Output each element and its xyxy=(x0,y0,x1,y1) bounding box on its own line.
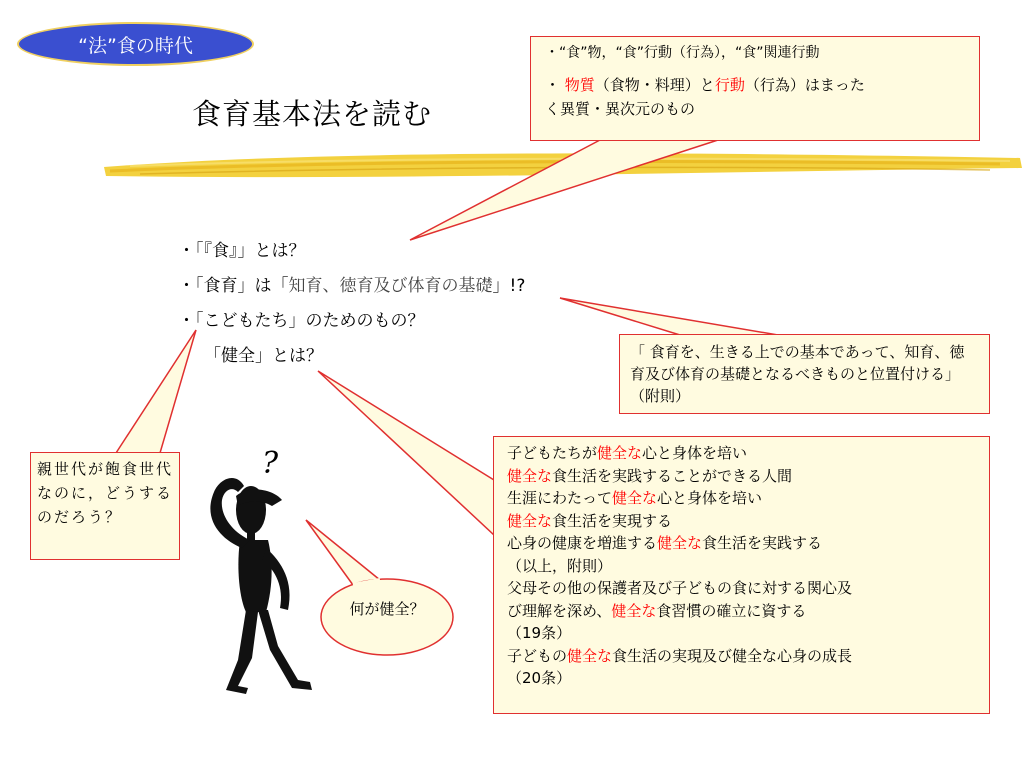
quote-line-3 xyxy=(507,487,976,510)
callout-food-definition xyxy=(530,36,980,141)
quote-1-b: 心と身体を培い xyxy=(642,444,748,462)
callout-big-pointer xyxy=(318,371,494,535)
quote-8-b: 食習慣の確立に資する xyxy=(656,601,807,620)
question-children: ・「こどもたち」のためのもの？ xyxy=(178,311,425,331)
callout-top-line2 xyxy=(545,73,965,97)
callout-healthy-quotes xyxy=(493,436,990,714)
callout-top-mid: （食物・料理）と xyxy=(594,76,715,94)
callout-top-line1: ・“食”物，“食”行動（行為），“食”関連行動 xyxy=(545,45,820,61)
quote-5-a: 心身の健康を増進する xyxy=(507,534,658,552)
quote-line-5 xyxy=(507,532,976,555)
callout-parent-generation: 親世代が飽食世代なのに，どうするのだろう？ xyxy=(30,452,180,560)
quote-4-healthy: 健全な xyxy=(507,511,553,530)
question-shokuiku xyxy=(178,269,525,304)
quote-3-a: 生涯にわたって xyxy=(507,489,613,507)
question-shokuiku-prefix: ・「食育」は「 xyxy=(178,276,289,296)
quote-3-b: 心と身体を培い xyxy=(657,489,763,507)
callout-right-pointer xyxy=(560,298,778,335)
question-food: ・「『食』」とは？ xyxy=(178,241,306,261)
quote-1-a: 子どもたちが xyxy=(507,444,598,462)
quote-line-7: 父母その他の保護者及び子どもの食に対する関心及 xyxy=(507,579,853,597)
callout-top-rest: （行為）はまった xyxy=(744,76,865,94)
quote-2-healthy: 健全な xyxy=(507,466,553,485)
quote-4-b: 食生活を実現する xyxy=(552,511,673,530)
callout-supplementary-provision: 「 食育を、生きる上での基本であって、知育、徳育及び体育の基礎となるべきものと位置付ける」（附則） xyxy=(619,334,990,414)
quote-line-9: （19条） xyxy=(507,624,572,642)
quote-2-b: 食生活を実践することができる人間 xyxy=(552,466,793,485)
question-shokuiku-suffix: 」!? xyxy=(492,276,526,296)
quote-5-healthy: 健全な xyxy=(657,534,703,552)
quote-line-8 xyxy=(507,600,976,623)
quote-10-b: 食生活の実現及び健全な心身の成長 xyxy=(612,646,853,665)
question-shokuiku-basis: 知育、徳育及び体育の基礎 xyxy=(288,276,493,296)
callout-top-line3: く異質・異次元のもの xyxy=(545,100,696,118)
speech-bubble xyxy=(306,520,453,655)
quote-line-10 xyxy=(507,645,976,668)
question-healthy: 「健全」とは？ xyxy=(204,346,323,366)
page-title: 食育基本法を読む xyxy=(192,97,433,131)
quote-line-1 xyxy=(507,442,976,465)
quote-line-4 xyxy=(507,510,976,533)
quote-5-b: 食生活を実践する xyxy=(702,534,823,552)
quote-10-a: 子どもの xyxy=(507,646,568,665)
quote-line-11: （20条） xyxy=(507,669,572,687)
quote-3-healthy: 健全な xyxy=(612,489,658,507)
quote-line-6: （以上，附則） xyxy=(507,556,613,575)
quote-line-2 xyxy=(507,465,976,488)
callout-top-highlight-action: 行動 xyxy=(714,76,745,94)
quote-1-healthy: 健全な xyxy=(597,444,643,462)
speech-bubble-text: 何が健全？ xyxy=(349,600,425,618)
quote-8-healthy: 健全な xyxy=(611,601,657,620)
section-badge: “法”食の時代 xyxy=(17,22,254,66)
quote-8-a: び理解を深め、 xyxy=(507,601,612,620)
thinking-figure-icon xyxy=(210,478,312,694)
question-list xyxy=(178,234,525,374)
question-mark-icon: ? xyxy=(262,446,279,481)
quote-10-healthy: 健全な xyxy=(567,646,613,665)
callout-top-highlight-substance: 物質 xyxy=(564,76,595,94)
callout-top-prefix: ・ xyxy=(545,76,565,94)
